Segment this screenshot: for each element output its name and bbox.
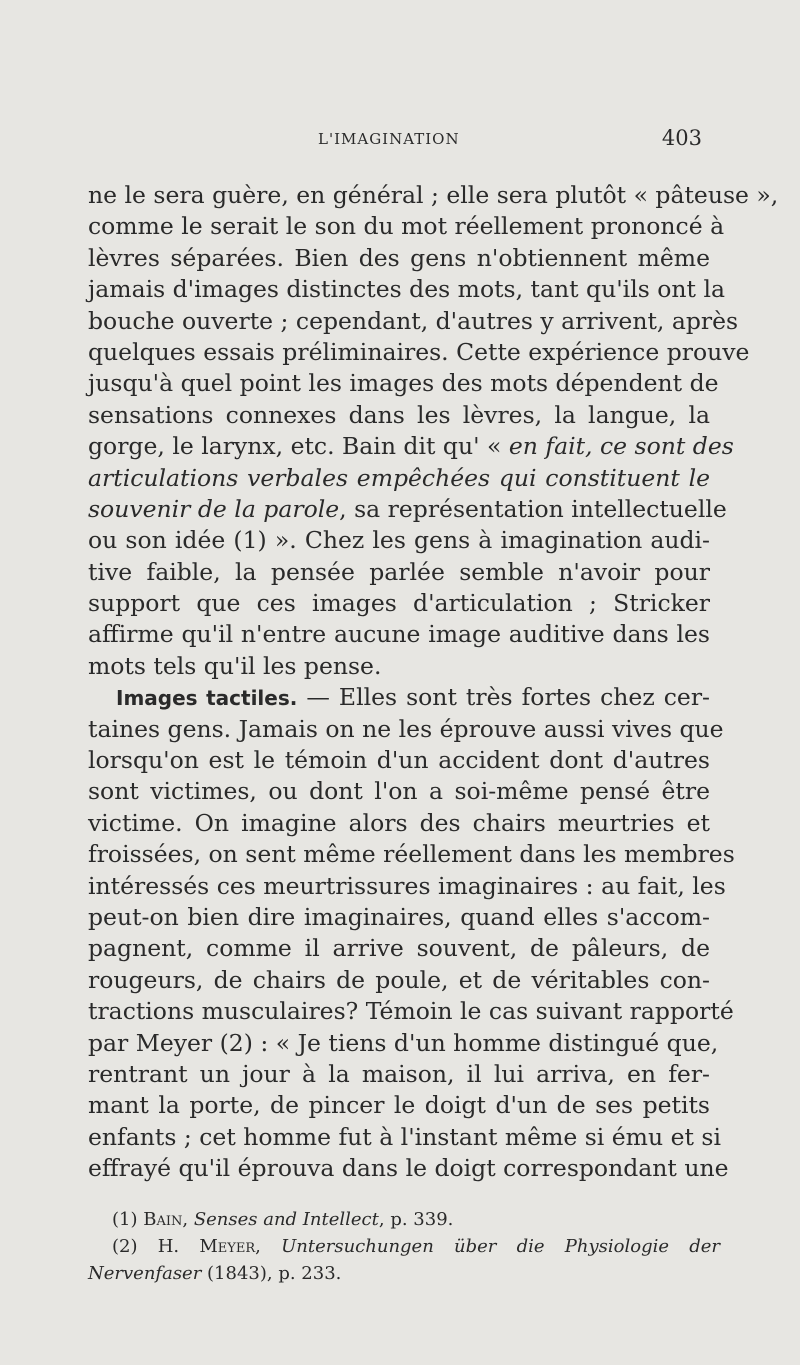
text-line: affirme qu'il n'entre aucune image auditive dans les: [88, 620, 710, 649]
text-line: enfants ; cet homme fut à l'instant même si ému et si: [88, 1122, 721, 1151]
running-title: L'IMAGINATION: [318, 130, 460, 148]
text-line: ne le sera guère, en général ; elle sera plutôt « pâteuse »,: [88, 181, 779, 209]
text-line: [88, 682, 710, 713]
text-line: pagnent, comme il arrive souvent, de pâleurs, de: [88, 934, 710, 963]
text-line: comme le serait le son du mot réellement prononcé à: [88, 212, 725, 241]
italic-quote: articulations verbales empêchées qui constituent le: [88, 463, 710, 492]
text-line: lorsqu'on est le témoin d'un accident dont d'autres: [88, 746, 710, 775]
text-line: support que ces images d'articulation ; Stricker: [88, 589, 710, 618]
footnote-text: (1843), p. 233.: [201, 1263, 342, 1284]
text-line: [88, 431, 734, 462]
footnote-number: (2) H.: [112, 1236, 200, 1257]
footnote-title: Nervenfaser: [88, 1263, 202, 1284]
footnote-separator: ,: [182, 1209, 194, 1230]
text-line: lèvres séparées. Bien des gens n'obtiennent même: [88, 243, 710, 272]
text-run: — Elles sont très fortes chez cer-: [297, 683, 710, 712]
text-line: taines gens. Jamais on ne les éprouve aussi vives que: [88, 714, 724, 743]
text-line: [88, 494, 727, 525]
footnote-separator: ,: [255, 1236, 282, 1257]
body-text: [88, 180, 779, 1185]
text-line: bouche ouverte ; cependant, d'autres y arrivent, après: [88, 306, 739, 335]
text-line: rentrant un jour à la maison, il lui arriva, en fer-: [88, 1059, 710, 1088]
text-line: intéressés ces meurtrissures imaginaires : au fait, les: [88, 871, 726, 900]
footnote-title: Untersuchungen über die Physiologie der: [281, 1236, 720, 1257]
text-line: peut-on bien dire imaginaires, quand elles s'accom-: [88, 902, 710, 931]
section-heading: Images tactiles.: [116, 686, 298, 711]
text-line: tractions musculaires? Témoin le cas suivant rapporté: [88, 997, 734, 1026]
footnote-number: (1): [112, 1209, 144, 1230]
text-line: mant la porte, de pincer le doigt d'un de ses petits: [88, 1091, 710, 1120]
text-line: sont victimes, ou dont l'on a soi-même pensé être: [88, 777, 710, 806]
page-header: [88, 126, 708, 156]
text-line: jamais d'images distinctes des mots, tant qu'ils ont la: [88, 275, 725, 304]
text-line: victime. On imagine alors des chairs meurtries et: [88, 808, 710, 837]
footnote-text: , p. 339.: [378, 1209, 454, 1230]
text-line: rougeurs, de chairs de poule, et de véritables con-: [88, 965, 710, 994]
text-line: ou son idée (1) ». Chez les gens à imagination audi-: [88, 526, 710, 555]
footnote-author: Meyer: [199, 1236, 256, 1257]
text-line: jusqu'à quel point les images des mots dépendent de: [88, 369, 719, 398]
text-line: quelques essais préliminaires. Cette expérience prouve: [88, 337, 750, 366]
text-line: tive faible, la pensée parlée semble n'avoir pour: [88, 557, 710, 586]
footnote-title: Senses and Intellect: [193, 1209, 379, 1230]
text-line: par Meyer (2) : « Je tiens d'un homme distingué que,: [88, 1028, 719, 1057]
footnotes: [88, 1206, 720, 1287]
page-number: 403: [661, 126, 702, 150]
italic-quote: souvenir de la parole: [88, 494, 340, 523]
footnote-author: Bain: [143, 1209, 183, 1230]
text-line: effrayé qu'il éprouva dans le doigt correspondant une: [88, 1154, 729, 1183]
footnote-2-continued: [88, 1260, 720, 1287]
text-line: mots tels qu'il les pense.: [88, 651, 382, 680]
footnote-2: [88, 1233, 720, 1260]
text-line: froissées, on sent même réellement dans les membres: [88, 840, 735, 869]
text-run: gorge, le larynx, etc. Bain dit qu' «: [88, 432, 509, 461]
text-line: sensations connexes dans les lèvres, la langue, la: [88, 400, 710, 429]
text-line: [88, 463, 710, 494]
text-run: , sa représentation intellectuelle: [339, 494, 727, 523]
footnote-1: [88, 1206, 720, 1233]
italic-quote: en fait, ce sont des: [508, 432, 734, 461]
